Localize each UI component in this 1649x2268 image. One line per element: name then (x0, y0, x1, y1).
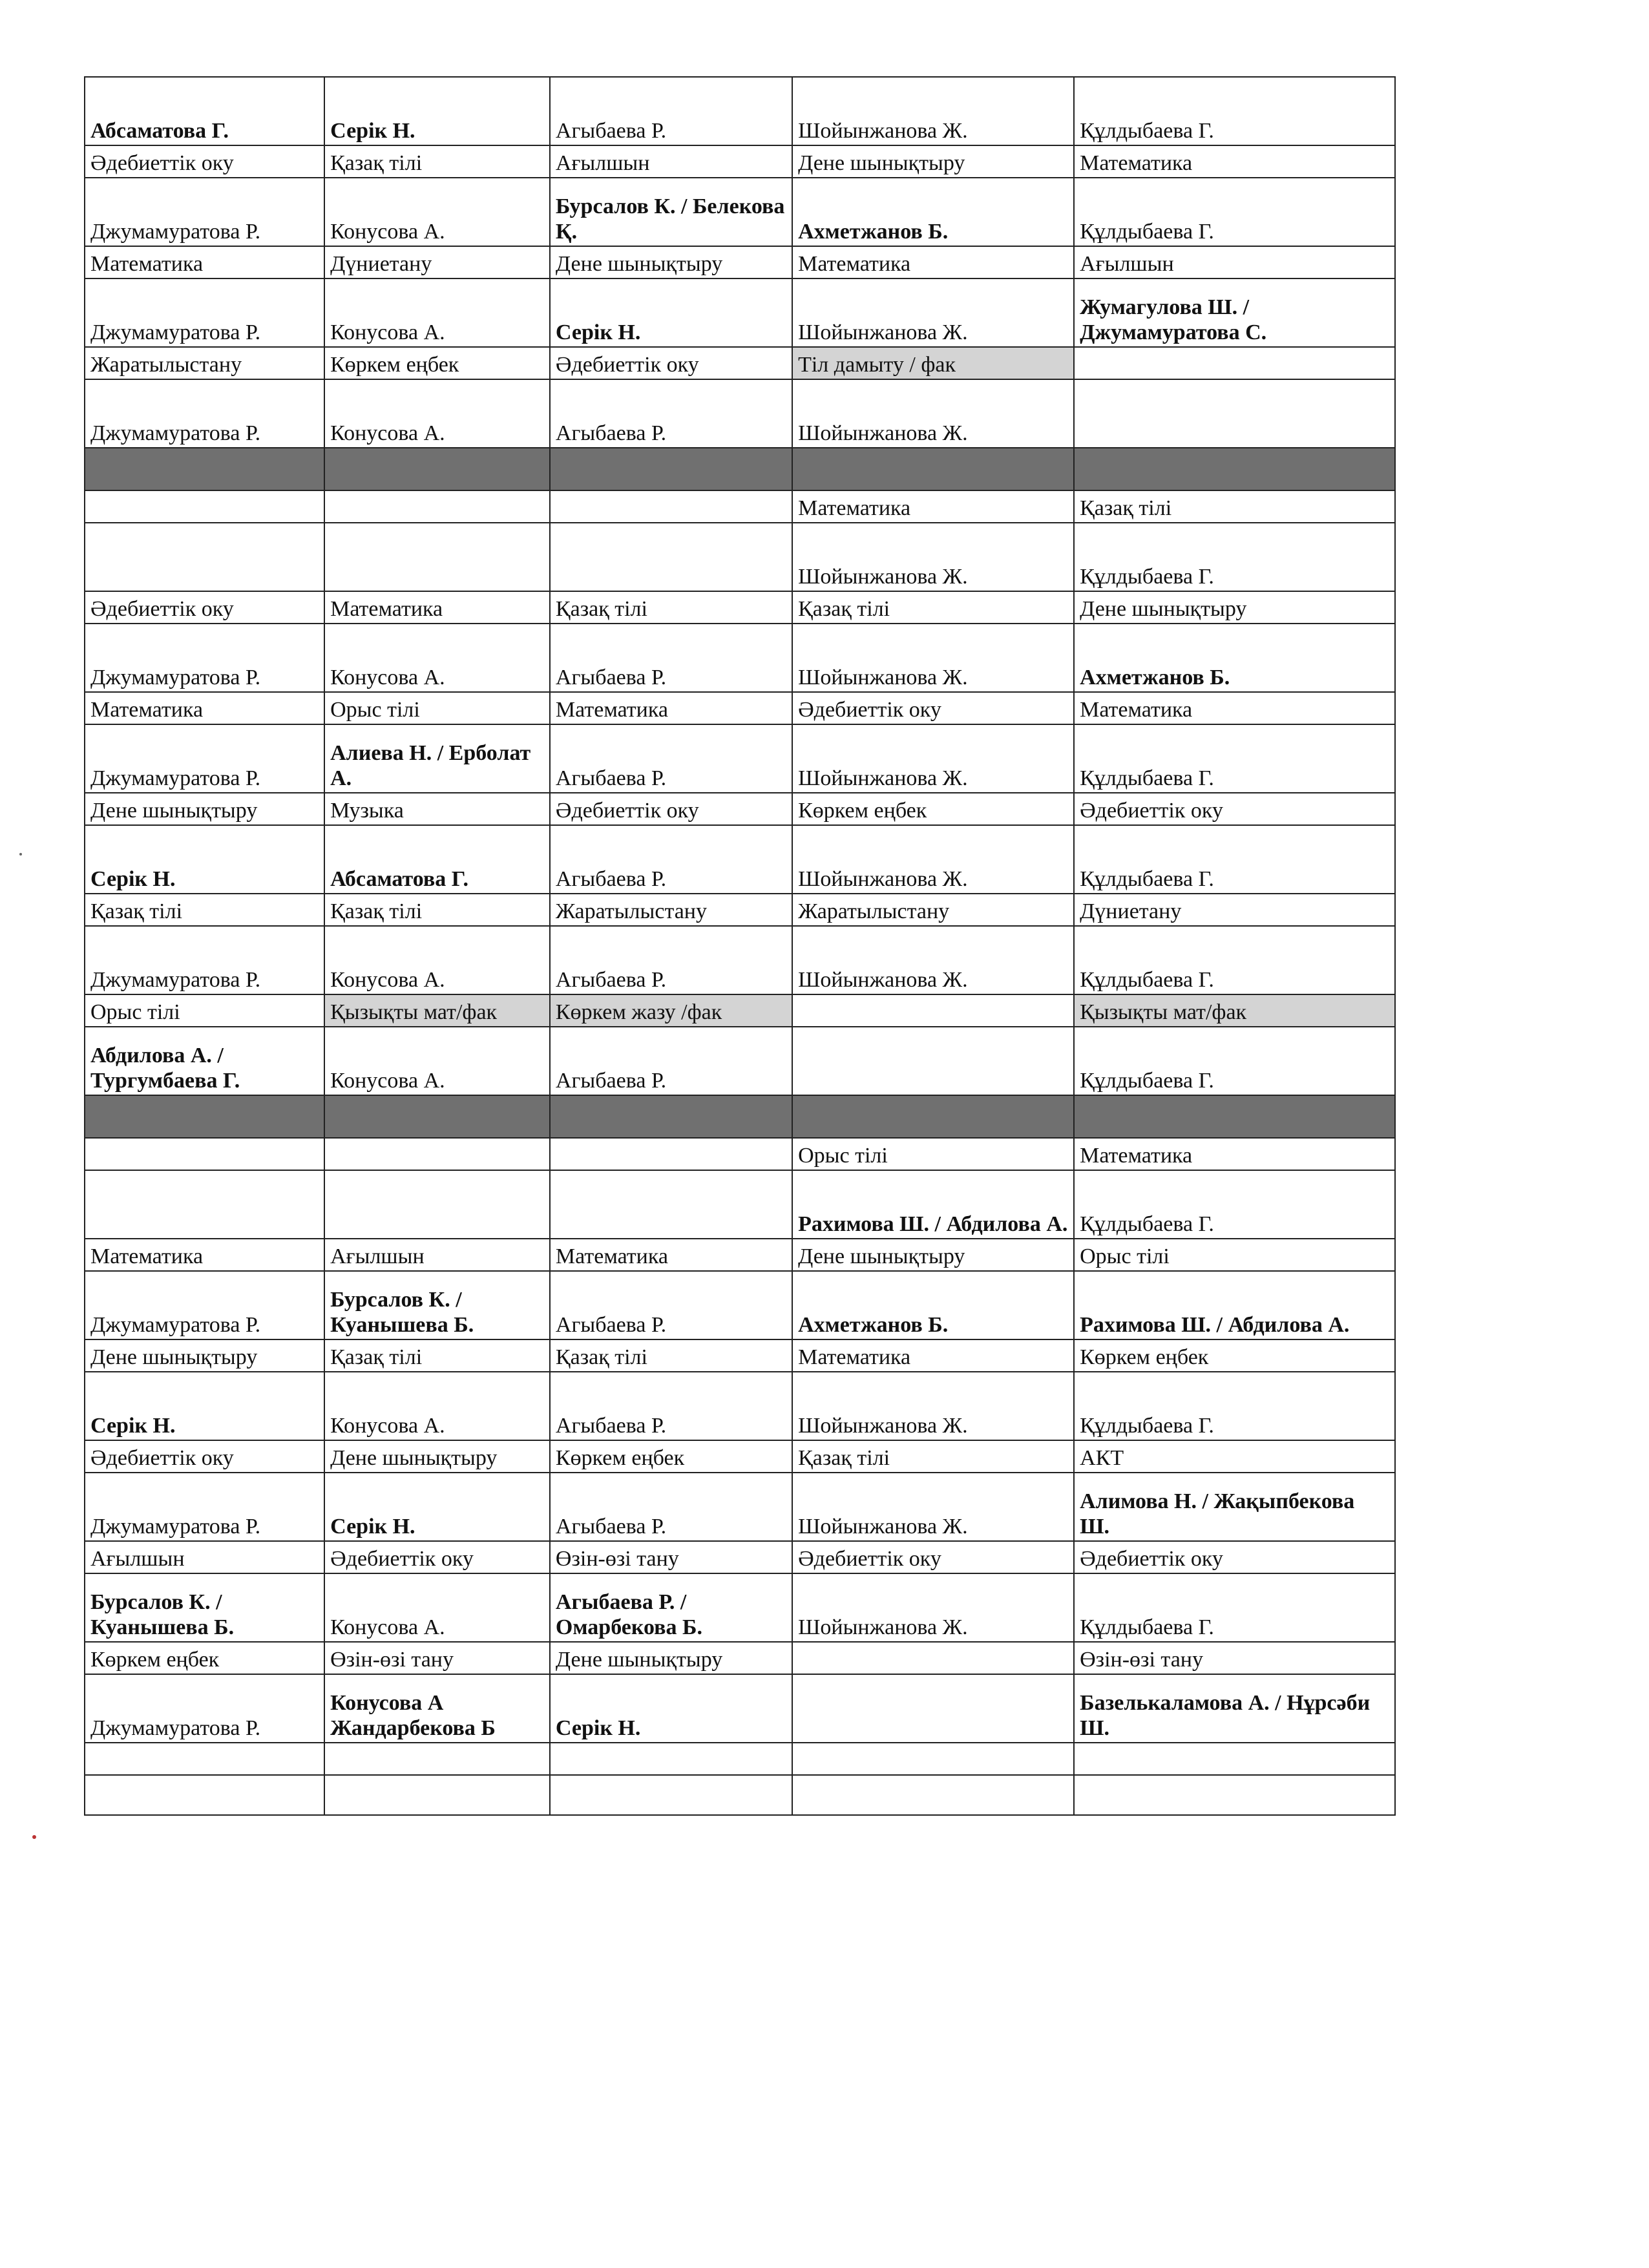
schedule-row (85, 1674, 1395, 1743)
subject-cell: Математика (85, 246, 324, 278)
teacher-cell: Рахимова Ш. / Абдилова А. (1074, 1271, 1395, 1339)
subject-cell: Жаратылыстану (550, 894, 792, 926)
teacher-cell: Рахимова Ш. / Абдилова А. (792, 1170, 1074, 1239)
teacher-cell: Серік Н. (550, 1674, 792, 1743)
empty-cell (792, 448, 1074, 490)
teacher-cell (792, 1674, 1074, 1743)
teacher-cell: Конусова А. (324, 379, 550, 448)
teacher-cell: Бурсалов К. / Куанышева Б. (85, 1573, 324, 1642)
schedule-row (85, 724, 1395, 793)
subject-cell (550, 1138, 792, 1170)
teacher-cell: Джумамуратова Р. (85, 1473, 324, 1541)
schedule-row (85, 994, 1395, 1027)
teacher-cell: Құлдыбаева Г. (1074, 1170, 1395, 1239)
subject-cell (324, 1138, 550, 1170)
schedule-row (85, 1027, 1395, 1095)
subject-cell: Қазақ тілі (1074, 490, 1395, 523)
teacher-cell (324, 523, 550, 591)
subject-cell: Өзін-өзі тану (1074, 1642, 1395, 1674)
scan-speck (32, 1835, 36, 1839)
subject-cell: Қызықты мат/фак (324, 994, 550, 1027)
subject-cell: Әдебиеттік оку (1074, 1541, 1395, 1573)
teacher-cell: Шойынжанова Ж. (792, 926, 1074, 994)
subject-cell: Әдебиеттік оку (792, 1541, 1074, 1573)
teacher-cell (1074, 379, 1395, 448)
teacher-cell (324, 1170, 550, 1239)
subject-cell: Өзін-өзі тану (324, 1642, 550, 1674)
subject-cell (550, 490, 792, 523)
shift-separator (85, 1095, 1395, 1138)
teacher-cell: Агыбаева Р. (550, 724, 792, 793)
teacher-cell: Шойынжанова Ж. (792, 1473, 1074, 1541)
subject-cell: Қазақ тілі (324, 1339, 550, 1372)
empty-cell (1074, 1775, 1395, 1815)
teacher-cell: Агыбаева Р. (550, 1271, 792, 1339)
subject-cell (1074, 347, 1395, 379)
schedule-row (85, 894, 1395, 926)
subject-cell: Әдебиеттік оку (85, 145, 324, 178)
schedule-row (85, 1138, 1395, 1170)
teacher-cell: Шойынжанова Ж. (792, 77, 1074, 145)
teacher-cell: Базелькаламова А. / Нұрсәби Ш. (1074, 1674, 1395, 1743)
schedule-row (85, 624, 1395, 692)
subject-cell: Орыс тілі (324, 692, 550, 724)
subject-cell (792, 994, 1074, 1027)
subject-cell (85, 490, 324, 523)
subject-cell: Көркем еңбек (792, 793, 1074, 825)
teacher-cell: Құлдыбаева Г. (1074, 1573, 1395, 1642)
teacher-cell: Бурсалов К. / Куанышева Б. (324, 1271, 550, 1339)
subject-cell: Орыс тілі (85, 994, 324, 1027)
schedule-row (85, 1440, 1395, 1473)
teacher-cell: Абсаматова Г. (324, 825, 550, 894)
schedule-row (85, 1372, 1395, 1440)
schedule-row (85, 145, 1395, 178)
teacher-cell: Джумамуратова Р. (85, 1271, 324, 1339)
subject-cell: Дене шынықтыру (792, 1239, 1074, 1271)
teacher-cell: Джумамуратова Р. (85, 379, 324, 448)
teacher-cell: Агыбаева Р. (550, 1473, 792, 1541)
teacher-cell (550, 1170, 792, 1239)
teacher-cell: Құлдыбаева Г. (1074, 1372, 1395, 1440)
subject-cell: Қазақ тілі (324, 145, 550, 178)
empty-cell (85, 1743, 324, 1775)
schedule-row (85, 825, 1395, 894)
subject-cell: Көркем еңбек (324, 347, 550, 379)
subject-cell: Музыка (324, 793, 550, 825)
subject-cell: Көркем еңбек (1074, 1339, 1395, 1372)
teacher-cell: Агыбаева Р. / Омарбекова Б. (550, 1573, 792, 1642)
subject-cell: Қазақ тілі (550, 591, 792, 624)
schedule-row (85, 1271, 1395, 1339)
subject-cell: Математика (85, 1239, 324, 1271)
teacher-cell: Конусова А. (324, 926, 550, 994)
subject-cell: Көркем еңбек (85, 1642, 324, 1674)
empty-cell (85, 1095, 324, 1138)
subject-cell: Дене шынықтыру (85, 1339, 324, 1372)
subject-cell: Ағылшын (550, 145, 792, 178)
teacher-cell: Конусова А. (324, 624, 550, 692)
teacher-cell: Шойынжанова Ж. (792, 724, 1074, 793)
empty-cell (792, 1095, 1074, 1138)
subject-cell: Қазақ тілі (792, 1440, 1074, 1473)
schedule-row (85, 1743, 1395, 1775)
subject-cell: Дене шынықтыру (324, 1440, 550, 1473)
subject-cell: Жаратылыстану (85, 347, 324, 379)
teacher-cell (85, 523, 324, 591)
subject-cell: Математика (1074, 692, 1395, 724)
schedule-row (85, 591, 1395, 624)
schedule-row (85, 178, 1395, 246)
teacher-cell: Агыбаева Р. (550, 77, 792, 145)
teacher-cell: Серік Н. (85, 825, 324, 894)
schedule-row (85, 1339, 1395, 1372)
schedule-row (85, 1239, 1395, 1271)
subject-cell: Көркем еңбек (550, 1440, 792, 1473)
empty-cell (550, 1775, 792, 1815)
empty-cell (85, 448, 324, 490)
teacher-cell: Шойынжанова Ж. (792, 1573, 1074, 1642)
subject-cell: Өзін-өзі тану (550, 1541, 792, 1573)
schedule-row (85, 793, 1395, 825)
empty-cell (324, 1095, 550, 1138)
teacher-cell: Шойынжанова Ж. (792, 624, 1074, 692)
schedule-page (84, 76, 1396, 1816)
subject-cell: Математика (550, 692, 792, 724)
teacher-cell: Құлдыбаева Г. (1074, 926, 1395, 994)
teacher-cell: Джумамуратова Р. (85, 724, 324, 793)
subject-cell: Қазақ тілі (85, 894, 324, 926)
empty-cell (550, 1095, 792, 1138)
teacher-cell: Агыбаева Р. (550, 825, 792, 894)
teacher-cell: Ахметжанов Б. (792, 178, 1074, 246)
subject-cell: Тіл дамыту / фак (792, 347, 1074, 379)
subject-cell: Жаратылыстану (792, 894, 1074, 926)
teacher-cell: Құлдыбаева Г. (1074, 77, 1395, 145)
teacher-cell: Ахметжанов Б. (1074, 624, 1395, 692)
teacher-cell: Шойынжанова Ж. (792, 278, 1074, 347)
schedule-row (85, 490, 1395, 523)
schedule-row (85, 1775, 1395, 1815)
subject-cell: Әдебиеттік оку (85, 591, 324, 624)
subject-cell: Математика (1074, 145, 1395, 178)
schedule-row (85, 1473, 1395, 1541)
schedule-row (85, 347, 1395, 379)
subject-cell: Математика (792, 1339, 1074, 1372)
teacher-cell: Джумамуратова Р. (85, 1674, 324, 1743)
teacher-cell: Бурсалов К. / Белекова Қ. (550, 178, 792, 246)
schedule-row (85, 692, 1395, 724)
subject-cell: Қазақ тілі (550, 1339, 792, 1372)
schedule-row (85, 77, 1395, 145)
teacher-cell: Джумамуратова Р. (85, 624, 324, 692)
empty-cell (792, 1775, 1074, 1815)
teacher-cell: Конусова А. (324, 278, 550, 347)
subject-cell: Әдебиеттік оку (85, 1440, 324, 1473)
teacher-cell: Шойынжанова Ж. (792, 1372, 1074, 1440)
teacher-cell: Абдилова А. / Тургумбаева Г. (85, 1027, 324, 1095)
teacher-cell: Конусова А. (324, 1027, 550, 1095)
teacher-cell: Құлдыбаева Г. (1074, 724, 1395, 793)
teacher-cell: Агыбаева Р. (550, 1372, 792, 1440)
subject-cell: Әдебиеттік оку (1074, 793, 1395, 825)
schedule-row (85, 523, 1395, 591)
teacher-cell: Алимова Н. / Жақыпбекова Ш. (1074, 1473, 1395, 1541)
subject-cell: Көркем жазу /фак (550, 994, 792, 1027)
schedule-row (85, 379, 1395, 448)
teacher-cell: Серік Н. (85, 1372, 324, 1440)
teacher-cell: Құлдыбаева Г. (1074, 178, 1395, 246)
subject-cell: АКТ (1074, 1440, 1395, 1473)
teacher-cell: Алиева Н. / Ерболат А. (324, 724, 550, 793)
teacher-cell: Серік Н. (324, 1473, 550, 1541)
teacher-cell: Шойынжанова Ж. (792, 523, 1074, 591)
teacher-cell (550, 523, 792, 591)
subject-cell: Дүниетану (1074, 894, 1395, 926)
subject-cell: Әдебиеттік оку (792, 692, 1074, 724)
teacher-cell (85, 1170, 324, 1239)
schedule-table (84, 76, 1396, 1816)
empty-cell (1074, 448, 1395, 490)
schedule-row (85, 1642, 1395, 1674)
subject-cell: Дене шынықтыру (792, 145, 1074, 178)
teacher-cell: Джумамуратова Р. (85, 178, 324, 246)
teacher-cell: Джумамуратова Р. (85, 926, 324, 994)
empty-cell (324, 1775, 550, 1815)
subject-cell: Математика (550, 1239, 792, 1271)
subject-cell: Ағылшын (1074, 246, 1395, 278)
schedule-body (85, 77, 1395, 1815)
empty-cell (324, 1743, 550, 1775)
subject-cell: Ағылшын (85, 1541, 324, 1573)
teacher-cell: Конусова А. (324, 1372, 550, 1440)
teacher-cell: Агыбаева Р. (550, 379, 792, 448)
teacher-cell: Құлдыбаева Г. (1074, 523, 1395, 591)
teacher-cell: Агыбаева Р. (550, 1027, 792, 1095)
subject-cell: Дене шынықтыру (550, 246, 792, 278)
empty-cell (324, 448, 550, 490)
subject-cell: Орыс тілі (792, 1138, 1074, 1170)
subject-cell: Математика (85, 692, 324, 724)
subject-cell: Ағылшын (324, 1239, 550, 1271)
subject-cell (324, 490, 550, 523)
schedule-row (85, 1573, 1395, 1642)
teacher-cell: Конусова А. (324, 1573, 550, 1642)
subject-cell: Математика (792, 246, 1074, 278)
subject-cell: Қазақ тілі (792, 591, 1074, 624)
subject-cell: Математика (792, 490, 1074, 523)
teacher-cell: Агыбаева Р. (550, 624, 792, 692)
teacher-cell: Абсаматова Г. (85, 77, 324, 145)
schedule-row (85, 1541, 1395, 1573)
teacher-cell (792, 1027, 1074, 1095)
subject-cell: Дүниетану (324, 246, 550, 278)
subject-cell: Қызықты мат/фак (1074, 994, 1395, 1027)
schedule-row (85, 246, 1395, 278)
subject-cell: Дене шынықтыру (85, 793, 324, 825)
empty-cell (550, 1743, 792, 1775)
teacher-cell: Джумамуратова Р. (85, 278, 324, 347)
subject-cell (85, 1138, 324, 1170)
subject-cell: Дене шынықтыру (550, 1642, 792, 1674)
subject-cell: Қазақ тілі (324, 894, 550, 926)
teacher-cell: Шойынжанова Ж. (792, 825, 1074, 894)
schedule-row (85, 278, 1395, 347)
teacher-cell: Құлдыбаева Г. (1074, 825, 1395, 894)
subject-cell: Дене шынықтыру (1074, 591, 1395, 624)
teacher-cell: Шойынжанова Ж. (792, 379, 1074, 448)
subject-cell: Математика (324, 591, 550, 624)
empty-cell (1074, 1743, 1395, 1775)
teacher-cell: Конусова А. (324, 178, 550, 246)
shift-separator (85, 448, 1395, 490)
subject-cell: Әдебиеттік оку (324, 1541, 550, 1573)
subject-cell (792, 1642, 1074, 1674)
teacher-cell: Жумагулова Ш. / Джумамуратова С. (1074, 278, 1395, 347)
empty-cell (792, 1743, 1074, 1775)
teacher-cell: Құлдыбаева Г. (1074, 1027, 1395, 1095)
schedule-row (85, 1170, 1395, 1239)
empty-cell (1074, 1095, 1395, 1138)
teacher-cell: Агыбаева Р. (550, 926, 792, 994)
scan-speck (19, 853, 22, 856)
subject-cell: Математика (1074, 1138, 1395, 1170)
subject-cell: Орыс тілі (1074, 1239, 1395, 1271)
subject-cell: Әдебиеттік оку (550, 793, 792, 825)
empty-cell (85, 1775, 324, 1815)
teacher-cell: Конусова А Жандарбекова Б (324, 1674, 550, 1743)
teacher-cell: Серік Н. (550, 278, 792, 347)
schedule-row (85, 926, 1395, 994)
subject-cell: Әдебиеттік оку (550, 347, 792, 379)
teacher-cell: Ахметжанов Б. (792, 1271, 1074, 1339)
teacher-cell: Серік Н. (324, 77, 550, 145)
empty-cell (550, 448, 792, 490)
